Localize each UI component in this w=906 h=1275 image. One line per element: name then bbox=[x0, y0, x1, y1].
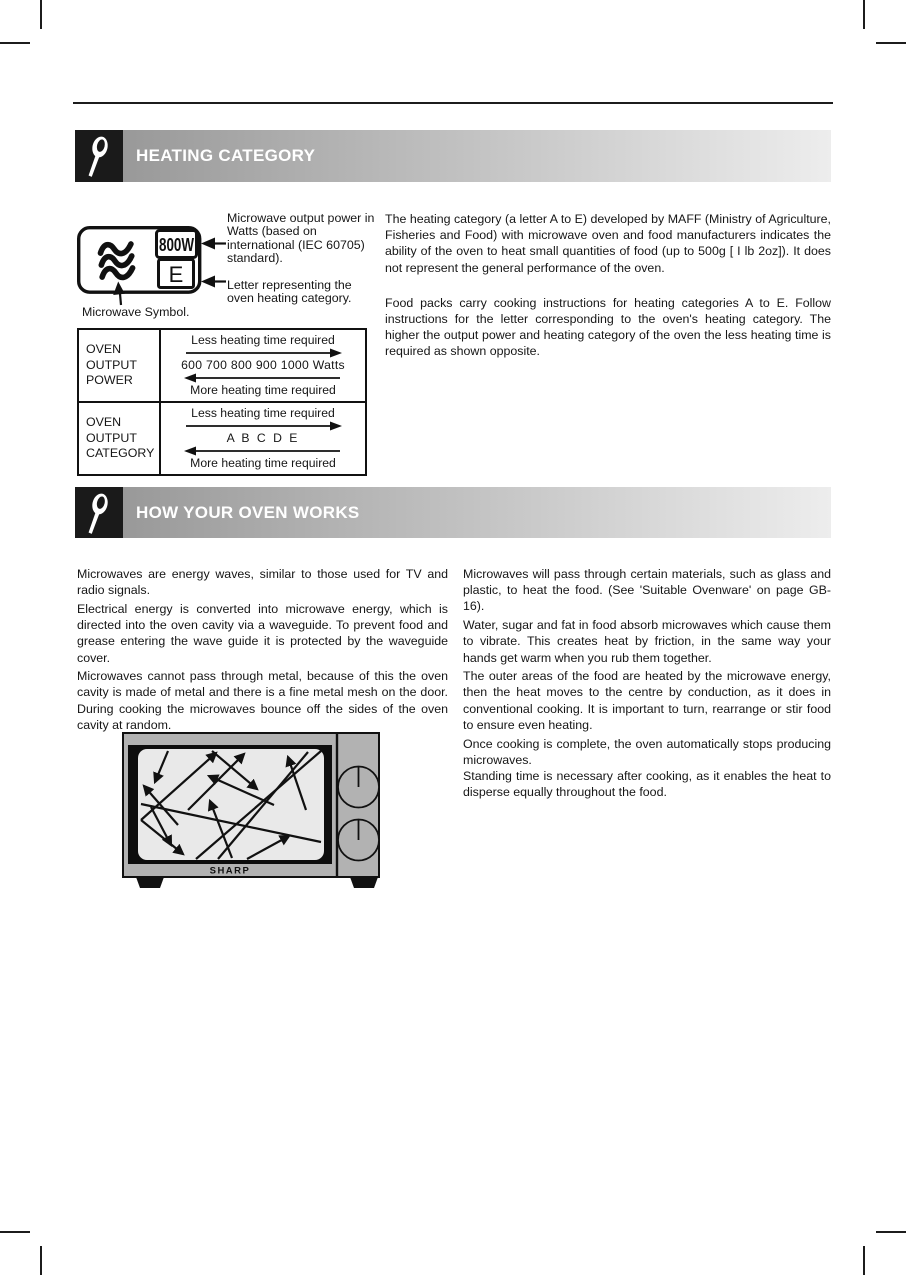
section-band-heating bbox=[75, 130, 831, 182]
heating-paragraph: Food packs carry cooking instructions for heating categories A to E. Follow instructions for the letter corresponding to the oven's heating category. The higher the output power and heating category of the oven the less heating time is required as shown opposite. bbox=[385, 295, 831, 359]
paragraph: The outer areas of the food are heated by the microwave energy, then the heat moves to the centre by conduction, as it does in conventional cooking. It is important to turn, rearrange or stir food to ensure even heating. bbox=[463, 669, 831, 732]
paragraph: Microwaves will pass through certain materials, such as glass and plastic, to heat the food. (See 'Suitable Ovenware' on page GB-16). bbox=[463, 567, 831, 614]
letter-note: Letter representing the oven heating category. bbox=[227, 278, 352, 306]
heating-paragraphs bbox=[385, 211, 831, 360]
paragraph: Microwaves cannot pass through metal, because of this the oven cavity is made of metal and there is a fine metal mesh on the door. During cooking the microwaves bounce off the sides of the oven cavity at random. bbox=[77, 669, 448, 732]
power-note: Microwave output power in Watts (based on international (IEC 60705) standard). bbox=[227, 211, 375, 266]
table-row-power bbox=[79, 330, 365, 401]
crop-mark-bottom-left-h bbox=[0, 1231, 30, 1233]
less-label: Less heating time required bbox=[191, 333, 335, 347]
paragraph: Water, sugar and fat in food absorb microwaves which cause them to vibrate. This creates heat by friction, in the same way your hands get warm when you rub them together. bbox=[463, 618, 831, 665]
crop-mark-top-right-v bbox=[863, 0, 865, 29]
crop-mark-bottom-left-v bbox=[40, 1246, 42, 1275]
crop-mark-top-left-h bbox=[0, 42, 30, 44]
crop-mark-top-right-h bbox=[876, 42, 906, 44]
more-label: More heating time required bbox=[190, 456, 336, 470]
scale-values: 600 700 800 900 1000 Watts bbox=[181, 358, 345, 372]
how-right-column bbox=[463, 566, 831, 800]
section-title-heating: HEATING CATEGORY bbox=[136, 146, 316, 165]
spoon-icon bbox=[75, 487, 123, 538]
knob-upper bbox=[338, 767, 379, 808]
left-arrow-icon bbox=[184, 373, 342, 383]
paragraph: Microwaves are energy waves, similar to those used for TV and radio signals. bbox=[77, 567, 448, 598]
row-label: OVEN OUTPUT CATEGORY bbox=[79, 403, 161, 474]
crop-mark-bottom-right-h bbox=[876, 1231, 906, 1233]
left-arrow-icon bbox=[184, 446, 342, 456]
less-label: Less heating time required bbox=[191, 406, 335, 420]
knob-lower bbox=[338, 820, 379, 861]
section-band-how-your-oven-works bbox=[75, 487, 831, 538]
paragraph: Electrical energy is converted into microwave energy, which is directed into the oven cavity via a waveguide. To prevent food and grease entering the wave guide it is protected by the waveguide cover. bbox=[77, 601, 448, 665]
row-label: OVEN OUTPUT POWER bbox=[79, 330, 161, 401]
category-letter-value: E bbox=[168, 262, 184, 287]
symbol-label: Microwave Symbol. bbox=[82, 305, 190, 319]
oven-foot-left bbox=[136, 877, 164, 888]
oven-diagram bbox=[122, 732, 380, 890]
microwave-waves-icon bbox=[100, 243, 133, 279]
letter-pointer-arrow-icon bbox=[201, 276, 226, 288]
watts-value: 800W bbox=[159, 235, 195, 255]
how-left-column bbox=[77, 566, 448, 733]
table-row-category bbox=[79, 401, 365, 474]
section-band-gradient bbox=[123, 487, 831, 538]
watts-pointer-arrow-icon bbox=[201, 238, 226, 250]
right-arrow-icon bbox=[184, 421, 342, 431]
spoon-icon bbox=[75, 130, 123, 182]
right-arrow-icon bbox=[184, 348, 342, 358]
top-rule bbox=[73, 102, 833, 104]
row-content bbox=[161, 403, 365, 474]
paragraph: Standing time is necessary after cooking, as it enables the heat to disperse equally throughout the food. bbox=[463, 768, 831, 800]
sharp-logo: SHARP bbox=[209, 865, 251, 877]
more-label: More heating time required bbox=[190, 383, 336, 397]
row-content bbox=[161, 330, 365, 401]
scale-values: A B C D E bbox=[226, 431, 300, 445]
oven-foot-right bbox=[350, 877, 378, 888]
crop-mark-bottom-right-v bbox=[863, 1246, 865, 1275]
heating-paragraph: The heating category (a letter A to E) developed by MAFF (Ministry of Agriculture, Fisheries and Food) with microwave oven and food manufacturers indicates the ability of the oven to heat small quantities of food (up to 500g [ I lb 2oz]). It does not represent the general performance of the oven. bbox=[385, 212, 831, 275]
crop-mark-top-left-v bbox=[40, 0, 42, 29]
section-title-how: HOW YOUR OVEN WORKS bbox=[136, 502, 360, 522]
section-band-gradient bbox=[123, 130, 831, 182]
paragraph: Once cooking is complete, the oven automatically stops producing microwaves. bbox=[463, 736, 831, 767]
power-table bbox=[77, 328, 367, 476]
